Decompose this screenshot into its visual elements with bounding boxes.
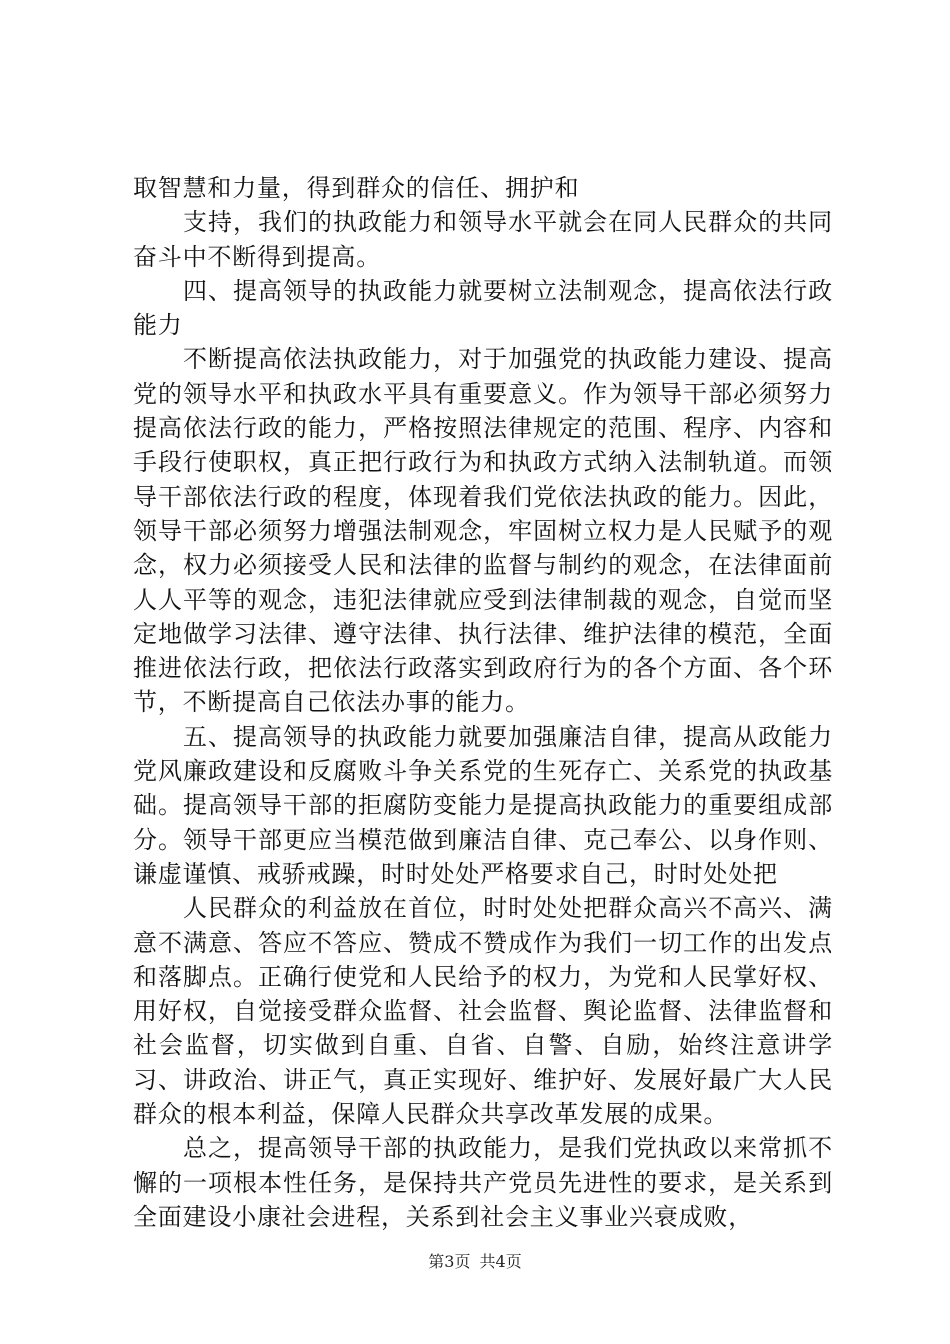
paragraph-6: 人民群众的利益放在首位，时时处处把群众高兴不高兴、满意不满意、答应不答应、赞成不赞成作为我们一切工作的出发点和落脚点。正确行使党和人民给予的权力，为党和人民掌好权、用好权，自觉接受群众监督、社会监督、舆论监督、法律监督和社会监督，切实做到自重、自省、自警、自励，始终注意讲学习、讲政治、讲正气，真正实现好、维护好、发展好最广大人民群众的根本利益，保障人民群众共享改革发展的成果。 [133,894,833,1129]
page-total: 共4页 [479,1252,522,1271]
paragraph-1: 取智慧和力量，得到群众的信任、拥护和 [133,174,580,202]
page-number: 第3页 [428,1252,471,1271]
document-body [133,171,833,1234]
paragraph-7: 总之，提高领导干部的执政能力，是我们党执政以来常抓不懈的一项根本性任务，是保持共产党员先进性的要求，是关系到全面建设小康社会进程，关系到社会主义事业兴衰成败， [133,1134,833,1231]
section-heading-5: 五、提高领导的执政能力就要加强廉洁自律，提高从政能力党风廉政建设和反腐败斗争关系党的生死存亡、关系党的执政基础。提高领导干部的拒腐防变能力是提高执政能力的重要组成部分。领导干部更应当模范做到廉洁自律、克己奉公、以身作则、谦虚谨慎、戒骄戒躁，时时处处严格要求自己，时时处处把 [133,722,833,888]
page-footer [0,1249,950,1272]
paragraph-4: 不断提高依法执政能力，对于加强党的执政能力建设、提高党的领导水平和执政水平具有重要意义。作为领导干部必须努力提高依法行政的能力，严格按照法律规定的范围、程序、内容和手段行使职权，真正把行政行为和执政方式纳入法制轨道。而领导干部依法行政的程度，体现着我们党依法执政的能力。因此，领导干部必须努力增强法制观念，牢固树立权力是人民赋予的观念，权力必须接受人民和法律的监督与制约的观念，在法律面前人人平等的观念，违犯法律就应受到法律制裁的观念，自觉而坚定地做学习法律、遵守法律、执行法律、维护法律的模范，全面推进依法行政，把依法行政落实到政府行为的各个方面、各个环节，不断提高自己依法办事的能力。 [133,345,833,717]
paragraph-2: 支持，我们的执政能力和领导水平就会在同人民群众的共同奋斗中不断得到提高。 [133,208,833,271]
section-heading-4: 四、提高领导的执政能力就要树立法制观念，提高依法行政能力 [133,276,833,340]
